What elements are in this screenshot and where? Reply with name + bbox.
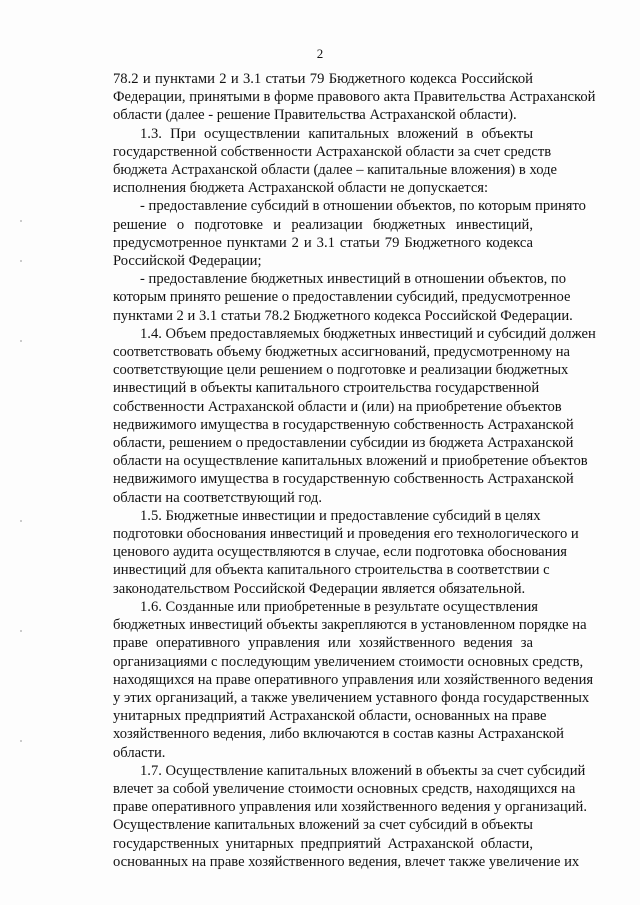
text-line: бюджетных инвестиций объекты закрепляются в установленном порядке на xyxy=(113,617,587,634)
text-line: государственных унитарных предприятий Астраханской области, xyxy=(113,835,533,852)
page-number: 2 xyxy=(316,46,324,61)
text-line: инвестиций для объекта капитального строительства в соответствии с xyxy=(113,562,550,579)
text-line: хозяйственного ведения, либо включаются в состав казны Астраханской xyxy=(113,726,564,743)
text-line: предусмотренное пунктами 2 и 3.1 статьи 79 Бюджетного кодекса xyxy=(113,234,533,251)
text-line: области. xyxy=(113,744,166,761)
text-line: праве оперативного управления или хозяйственного ведения за xyxy=(113,635,533,652)
body-text xyxy=(113,70,596,871)
text-line: Российской Федерации; xyxy=(113,253,262,270)
paragraph-1-3 xyxy=(113,125,557,198)
text-line: области, решением о предоставлении субсидии из бюджета Астраханской xyxy=(113,435,574,452)
paragraph-1-7 xyxy=(113,762,587,871)
text-line: решение о подготовке и реализации бюджетных инвестиций, xyxy=(113,216,533,233)
text-line: 1.4. Объем предоставляемых бюджетных инвестиций и субсидий должен xyxy=(140,325,596,342)
text-line: государственной собственности Астраханской области за счет средств xyxy=(113,143,552,160)
text-line: ценового аудита осуществляются в случае, если подготовка обоснования xyxy=(113,544,567,561)
text-line: законодательством Российской Федерации является обязательной. xyxy=(113,580,526,597)
text-line: которым принято решение о предоставлении субсидий, предусмотренное xyxy=(113,289,571,306)
text-line: 78.2 и пунктами 2 и 3.1 статьи 79 Бюджетного кодекса Российской xyxy=(113,71,533,87)
text-line: пунктами 2 и 3.1 статьи 78.2 Бюджетного кодекса Российской Федерации. xyxy=(113,307,573,324)
text-line: соответствовать объему бюджетных ассигнований, предусмотренному на xyxy=(113,344,571,361)
text-line: влечет за собой увеличение стоимости основных средств, находящихся на xyxy=(113,780,576,797)
text-line: - предоставление субсидий в отношении объектов, по которым принято xyxy=(140,198,586,215)
text-line: области на осуществление капитальных вложений и приобретение объектов xyxy=(113,453,588,470)
text-line: - предоставление бюджетных инвестиций в отношении объектов, по xyxy=(140,271,567,288)
text-line: 1.7. Осуществление капитальных вложений в объекты за счет субсидий xyxy=(140,762,586,779)
text-line: праве оперативного управления или хозяйственного ведения у организаций. xyxy=(113,799,587,816)
text-line: собственности Астраханской области и (или) на приобретение объектов xyxy=(113,398,562,415)
paragraph-1-6 xyxy=(113,598,594,762)
text-line: основанных на праве хозяйственного ведения, влечет также увеличение их xyxy=(113,853,580,870)
text-line: 1.3. При осуществлении капитальных вложений в объекты xyxy=(140,125,533,142)
paragraph-bullet-investments xyxy=(113,270,573,325)
scan-margin-specks xyxy=(20,220,26,820)
text-line: у этих организаций, а также увеличением уставного фонда государственных xyxy=(113,689,590,706)
text-line: Федерации, принятыми в форме правового акта Правительства Астраханской xyxy=(113,89,596,106)
text-line: Осуществление капитальных вложений за счет субсидий в объекты xyxy=(113,817,533,834)
text-line: недвижимого имущества в государственную собственность Астраханской xyxy=(113,416,574,433)
text-line: организациями с последующим увеличением стоимости основных средств, xyxy=(113,653,584,670)
text-line: соответствующие цели решением о подготовке и реализации бюджетных xyxy=(113,362,569,379)
paragraph-1-4 xyxy=(113,325,596,507)
text-line: бюджета Астраханской области (далее – капитальные вложения) в ходе xyxy=(113,162,557,179)
text-line: исполнения бюджета Астраханской области не допускается: xyxy=(113,180,489,197)
text-line: 1.6. Созданные или приобретенные в результате осуществления xyxy=(140,598,539,615)
text-line: находящихся на праве оперативного управления или хозяйственного ведения xyxy=(113,671,594,688)
paragraph-bullet-subsidies xyxy=(113,197,586,270)
text-line: подготовки обоснования инвестиций и проведения его технологического и xyxy=(113,526,579,543)
paragraph-continuation xyxy=(113,70,596,125)
text-line: области (далее - решение Правительства Астраханской области). xyxy=(113,107,517,124)
text-line: 1.5. Бюджетные инвестиции и предоставление субсидий в целях xyxy=(140,507,541,524)
text-line: унитарных предприятий Астраханской области, основанных на праве xyxy=(113,708,547,725)
text-line: недвижимого имущества в государственную собственность Астраханской xyxy=(113,471,574,488)
paragraph-1-5 xyxy=(113,507,579,598)
text-line: инвестиций в объекты капитального строительства государственной xyxy=(113,380,540,397)
text-line: области на соответствующий год. xyxy=(113,489,322,506)
